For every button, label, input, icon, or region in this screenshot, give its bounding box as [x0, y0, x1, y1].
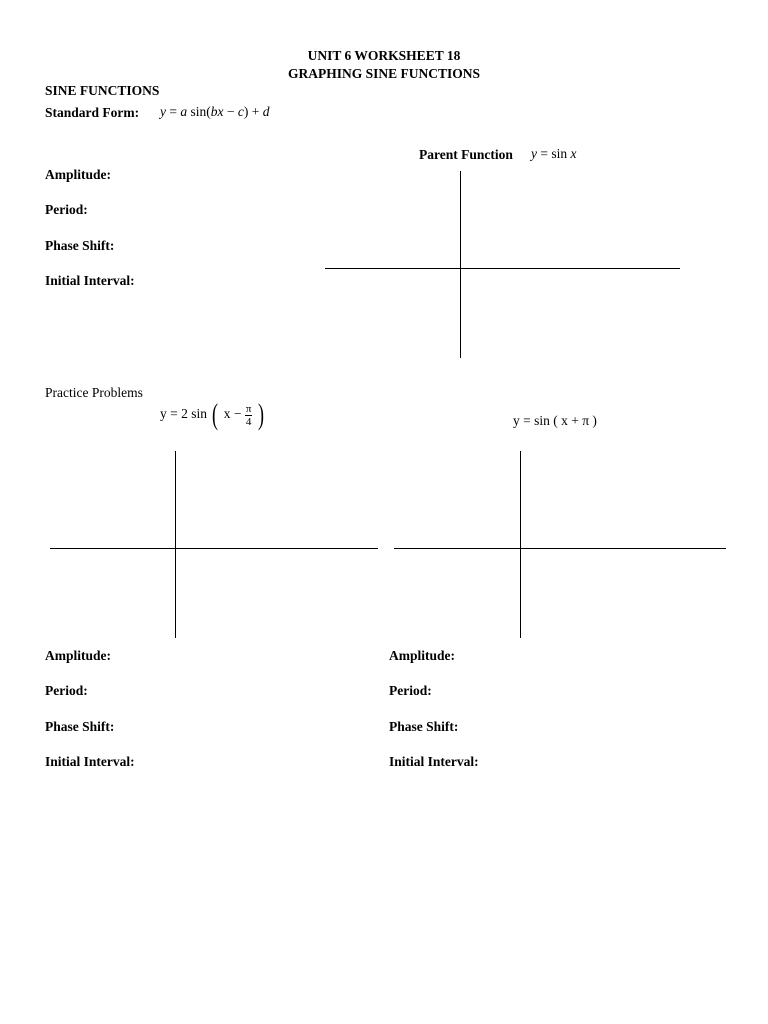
fraction — [245, 403, 253, 428]
phase-shift-label: Phase Shift: — [45, 238, 115, 253]
worksheet-subtitle: GRAPHING SINE FUNCTIONS — [287, 66, 481, 81]
standard-form-label: Standard Form: — [45, 105, 140, 120]
left-paren: ( — [212, 398, 219, 431]
problem2-phase-shift-label: Phase Shift: — [389, 719, 459, 734]
x-axis — [394, 548, 726, 549]
parent-function-label: Parent Function — [419, 147, 513, 162]
problem2-period-label: Period: — [389, 683, 432, 698]
practice-title: Practice Problems — [45, 385, 143, 400]
problem2-formula: y = sin ( x + π ) — [513, 413, 597, 428]
fraction-denominator: 4 — [245, 415, 252, 428]
y-axis — [175, 451, 176, 638]
fraction-numerator: π — [245, 402, 252, 415]
problem1-inner: x − — [223, 406, 242, 422]
y-axis — [460, 171, 461, 358]
y-axis — [520, 451, 521, 638]
problem1-amplitude-label: Amplitude: — [45, 648, 112, 663]
initial-interval-label: Initial Interval: — [45, 273, 135, 288]
standard-form-formula: y = a sin(bx − c) + d — [160, 104, 270, 119]
problem1-prefix: y = 2 sin — [160, 406, 207, 422]
period-label: Period: — [45, 202, 88, 217]
worksheet-title: UNIT 6 WORKSHEET 18 — [307, 48, 461, 63]
problem1-period-label: Period: — [45, 683, 88, 698]
problem2-amplitude-label: Amplitude: — [389, 648, 456, 663]
right-paren: ) — [257, 398, 264, 431]
x-axis — [325, 268, 680, 269]
parent-function-formula: y = sin x — [531, 146, 577, 161]
problem1-formula — [160, 398, 266, 431]
problem2-initial-interval-label: Initial Interval: — [389, 754, 479, 769]
problem1-initial-interval-label: Initial Interval: — [45, 754, 135, 769]
amplitude-label: Amplitude: — [45, 167, 112, 182]
x-axis — [50, 548, 378, 549]
section-title: SINE FUNCTIONS — [45, 83, 160, 98]
problem1-phase-shift-label: Phase Shift: — [45, 719, 115, 734]
